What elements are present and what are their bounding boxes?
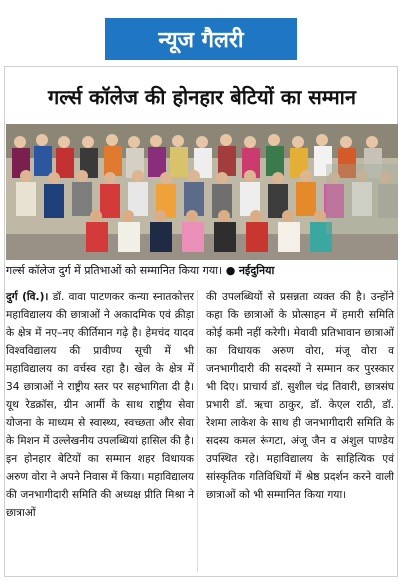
banner-label: न्यूज गैलरी (158, 28, 244, 53)
article-body-right: की उपलब्धियों से प्रसन्नता व्यक्त की है। उन्होंने कहा कि छात्राओं के प्रोत्साहन में हमारी समिति कोई कमी नहीं करेगी। मेवावी प्रतिभावान छात्राओं का विधायक अरुण वोरा, मंजू वोरा व जनभागीदारी की सदस्यों ने सम्मान कर पुरस्कार भी दिए। प्राचार्य डॉ. सुशील चंद्र तिवारी, छात्रसंघ प्रभारी डॉ. ऋचा ठाकुर, डॉ. केएल राठी, डॉ. रेशमा लाकेश के साथ ही जनभागीदारी समिति के सदस्य कमल रूंगटा, अंजू जैन व अंशुल पाण्डेय उपस्थित रहे। महाविद्यालय के साहित्यिक एवं सांस्कृतिक गतिविधियों में श्रेष्ठ प्रदर्शन करने वाली छात्राओं को भी सम्मानित किया गया। (206, 291, 394, 501)
article-column-left (6, 288, 194, 522)
photo-caption (6, 262, 398, 280)
column-divider (197, 290, 198, 572)
caption-text: गर्ल्स कॉलेज दुर्ग में प्रतिभाओं को सम्मानित किया गया। (6, 264, 223, 277)
news-gallery-banner (105, 18, 297, 60)
bullet-icon: ● (225, 264, 236, 277)
dateline: दुर्ग (वि.)। (6, 291, 49, 303)
group-photo (6, 124, 398, 260)
article-headline: गर्ल्स कॉलेज की होनहार बेटियों का सम्मान (48, 85, 356, 109)
caption-source: नईदुनिया (238, 264, 275, 277)
article-body-left: डॉ. वावा पाटणकर कन्या स्नातकोत्तर महाविद्यालय की छात्राओं ने अकादमिक एवं क्रीड़ा के क्षेत्र में नए–नए कीर्तिमान गढ़े है। हेमचंद यादव विश्वविद्यालय की प्रावीण्य सूची में भी महाविद्यालय का वर्चस्व रहा है। खेल के क्षेत्र में 34 छात्राओं ने राष्ट्रीय स्तर पर सहभागिता दी है। यूथ रेडक्रॉस, ग्रीन आर्मी के साथ राष्ट्रीय सेवा योजना के माध्यम से स्वास्थ्य, स्वच्छता और सेवा के मिशन में उल्लेखनीय उपलब्धियां हासिल की है। इन होनहार बेटियों का सम्मान शहर विधायक अरुण वोरा ने अपने निवास में किया। महाविद्यालय की जनभागीदारी समिति की अध्यक्ष प्रीति मिश्रा ने छात्राओं (6, 291, 195, 519)
article-column-right (206, 288, 394, 504)
